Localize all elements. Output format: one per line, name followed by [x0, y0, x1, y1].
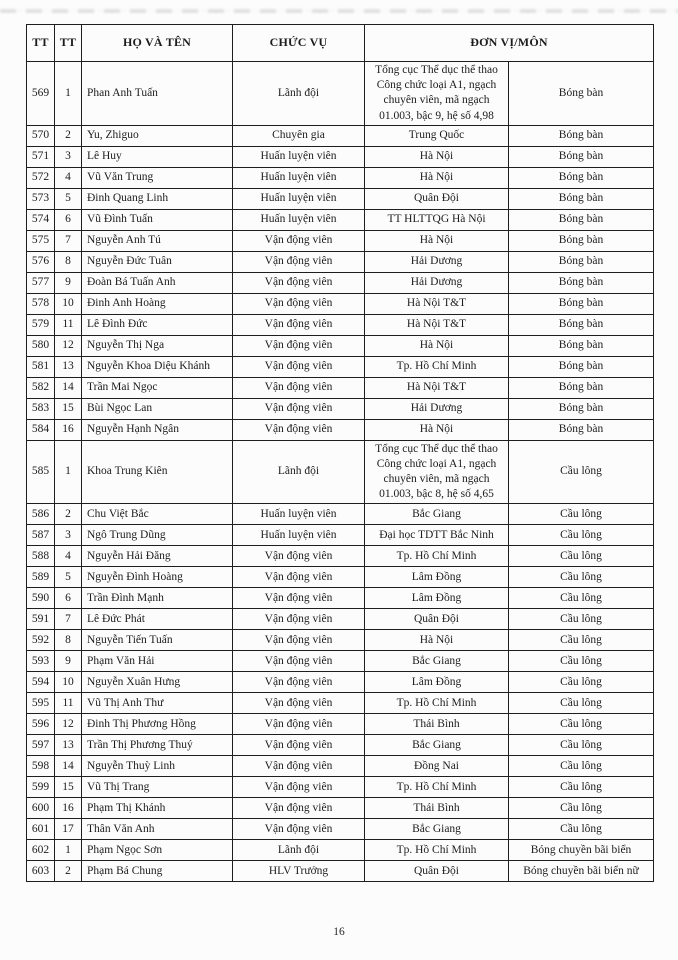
cell-name: Nguyễn Thị Nga: [82, 335, 233, 356]
cell-tt: 574: [27, 209, 55, 230]
cell-unit: Hà Nội: [365, 419, 509, 440]
cell-no: 8: [55, 630, 82, 651]
cell-unit: Hà Nội T&T: [365, 293, 509, 314]
cell-tt: 595: [27, 693, 55, 714]
cell-no: 6: [55, 209, 82, 230]
table-row: [27, 651, 654, 672]
cell-unit: Lâm Đồng: [365, 588, 509, 609]
table-row: [27, 251, 654, 272]
table-row: [27, 293, 654, 314]
cell-tt: 594: [27, 672, 55, 693]
table-row: [27, 314, 654, 335]
cell-tt: 581: [27, 356, 55, 377]
cell-sport: Cầu lông: [509, 567, 654, 588]
cell-unit: Tp. Hồ Chí Minh: [365, 840, 509, 861]
cell-name: Đinh Anh Hoàng: [82, 293, 233, 314]
cell-name: Yu, Zhiguo: [82, 125, 233, 146]
cell-tt: 573: [27, 188, 55, 209]
table-row: [27, 419, 654, 440]
cell-no: 6: [55, 588, 82, 609]
table-row: [27, 62, 654, 126]
cell-no: 14: [55, 377, 82, 398]
cell-name: Nguyễn Hải Đăng: [82, 546, 233, 567]
cell-role: Vận động viên: [233, 777, 365, 798]
cell-role: Vận động viên: [233, 630, 365, 651]
cell-name: Trần Đình Mạnh: [82, 588, 233, 609]
cell-tt: 578: [27, 293, 55, 314]
table-row: [27, 167, 654, 188]
cell-no: 2: [55, 504, 82, 525]
cell-name: Phạm Ngọc Sơn: [82, 840, 233, 861]
cell-sport: Cầu lông: [509, 630, 654, 651]
cell-sport: Bóng bàn: [509, 293, 654, 314]
cell-sport: Cầu lông: [509, 798, 654, 819]
cell-role: Lãnh đội: [233, 840, 365, 861]
table-row: [27, 630, 654, 651]
cell-role: HLV Trưởng: [233, 861, 365, 882]
cell-unit: Lâm Đồng: [365, 672, 509, 693]
cell-tt: 589: [27, 567, 55, 588]
table-row: [27, 672, 654, 693]
table-row: [27, 272, 654, 293]
roster-table: [26, 24, 654, 882]
cell-no: 7: [55, 609, 82, 630]
cell-unit: Bắc Giang: [365, 735, 509, 756]
cell-unit: Tp. Hồ Chí Minh: [365, 777, 509, 798]
cell-tt: 586: [27, 504, 55, 525]
cell-tt: 580: [27, 335, 55, 356]
cell-no: 8: [55, 251, 82, 272]
cell-unit: Hà Nội T&T: [365, 377, 509, 398]
cell-no: 1: [55, 440, 82, 504]
cell-role: Vận động viên: [233, 314, 365, 335]
cell-unit: Bắc Giang: [365, 819, 509, 840]
cell-role: Huấn luyện viên: [233, 504, 365, 525]
cell-tt: 577: [27, 272, 55, 293]
table-row: [27, 146, 654, 167]
cell-unit: Trung Quốc: [365, 125, 509, 146]
cell-name: Nguyễn Đức Tuân: [82, 251, 233, 272]
cell-unit: Tổng cục Thể dục thể thao Công chức loại A1, ngạch chuyên viên, mã ngạch 01.003, bậc 8, hệ số 4,65: [365, 440, 509, 504]
cell-role: Vận động viên: [233, 567, 365, 588]
cell-unit: Tp. Hồ Chí Minh: [365, 356, 509, 377]
cell-tt: 603: [27, 861, 55, 882]
cell-unit: Quân Đội: [365, 861, 509, 882]
cell-sport: Bóng bàn: [509, 356, 654, 377]
cell-sport: Bóng bàn: [509, 146, 654, 167]
cell-tt: 590: [27, 588, 55, 609]
cell-unit: Tổng cục Thể dục thể thao Công chức loại A1, ngạch chuyên viên, mã ngạch 01.003, bậc 9, hệ số 4,98: [365, 62, 509, 126]
cell-sport: Bóng bàn: [509, 167, 654, 188]
cell-sport: Bóng bàn: [509, 188, 654, 209]
cell-no: 2: [55, 861, 82, 882]
cell-no: 1: [55, 62, 82, 126]
cell-no: 5: [55, 567, 82, 588]
cell-no: 11: [55, 693, 82, 714]
cell-unit: Quân Đội: [365, 609, 509, 630]
cell-no: 17: [55, 819, 82, 840]
cell-name: Vũ Thị Anh Thư: [82, 693, 233, 714]
cell-unit: Hà Nội: [365, 146, 509, 167]
cell-name: Phạm Bá Chung: [82, 861, 233, 882]
cell-no: 11: [55, 314, 82, 335]
cell-role: Vận động viên: [233, 714, 365, 735]
cell-name: Vũ Đình Tuấn: [82, 209, 233, 230]
cell-tt: 576: [27, 251, 55, 272]
cell-name: Chu Việt Bắc: [82, 504, 233, 525]
cell-unit: Hà Nội: [365, 167, 509, 188]
cell-unit: Hải Dương: [365, 251, 509, 272]
cell-name: Trần Thị Phương Thuý: [82, 735, 233, 756]
table-row: [27, 188, 654, 209]
table-row: [27, 377, 654, 398]
cell-tt: 570: [27, 125, 55, 146]
table-header: [27, 25, 654, 62]
cell-name: Trần Mai Ngọc: [82, 377, 233, 398]
cell-name: Lê Đức Phát: [82, 609, 233, 630]
table-row: [27, 693, 654, 714]
cell-sport: Cầu lông: [509, 504, 654, 525]
cell-sport: Cầu lông: [509, 693, 654, 714]
table-row: [27, 861, 654, 882]
cell-sport: Bóng bàn: [509, 230, 654, 251]
cell-tt: 572: [27, 167, 55, 188]
cell-tt: 599: [27, 777, 55, 798]
cell-tt: 585: [27, 440, 55, 504]
cell-tt: 583: [27, 398, 55, 419]
table-row: [27, 335, 654, 356]
cell-name: Thân Văn Anh: [82, 819, 233, 840]
cell-name: Nguyễn Anh Tú: [82, 230, 233, 251]
cell-sport: Cầu lông: [509, 440, 654, 504]
cell-unit: Hải Dương: [365, 272, 509, 293]
cell-role: Vận động viên: [233, 588, 365, 609]
table-row: [27, 798, 654, 819]
cell-tt: 602: [27, 840, 55, 861]
cell-name: Phạm Thị Khánh: [82, 798, 233, 819]
table-row: [27, 735, 654, 756]
cell-name: Vũ Văn Trung: [82, 167, 233, 188]
cell-sport: Bóng bàn: [509, 125, 654, 146]
cell-role: Vận động viên: [233, 672, 365, 693]
table-row: [27, 777, 654, 798]
cell-tt: 584: [27, 419, 55, 440]
cell-role: Lãnh đội: [233, 440, 365, 504]
table-body: [27, 62, 654, 882]
cell-role: Vận động viên: [233, 609, 365, 630]
cell-role: Vận động viên: [233, 756, 365, 777]
table-row: [27, 609, 654, 630]
cell-role: Huấn luyện viên: [233, 146, 365, 167]
table-row: [27, 230, 654, 251]
cell-sport: Bóng bàn: [509, 335, 654, 356]
cell-role: Lãnh đội: [233, 62, 365, 126]
cell-sport: Bóng bàn: [509, 209, 654, 230]
cell-no: 4: [55, 167, 82, 188]
cell-tt: 569: [27, 62, 55, 126]
header-cell-role: CHỨC VỤ: [233, 25, 365, 62]
cell-name: Nguyễn Thuỳ Linh: [82, 756, 233, 777]
cell-sport: Bóng chuyền bãi biển nữ: [509, 861, 654, 882]
cell-unit: TT HLTTQG Hà Nội: [365, 209, 509, 230]
cell-sport: Bóng bàn: [509, 251, 654, 272]
cell-name: Đoàn Bá Tuấn Anh: [82, 272, 233, 293]
cell-unit: Thái Bình: [365, 714, 509, 735]
cell-name: Đinh Quang Linh: [82, 188, 233, 209]
cell-tt: 591: [27, 609, 55, 630]
cell-tt: 593: [27, 651, 55, 672]
table-row: [27, 398, 654, 419]
cell-unit: Hà Nội T&T: [365, 314, 509, 335]
cell-unit: Đại học TDTT Bắc Ninh: [365, 525, 509, 546]
cell-sport: Cầu lông: [509, 525, 654, 546]
cell-sport: Bóng chuyền bãi biển: [509, 840, 654, 861]
cell-role: Vận động viên: [233, 293, 365, 314]
cell-name: Khoa Trung Kiên: [82, 440, 233, 504]
cell-name: Ngô Trung Dũng: [82, 525, 233, 546]
cell-tt: 579: [27, 314, 55, 335]
cell-no: 3: [55, 146, 82, 167]
cell-role: Vận động viên: [233, 272, 365, 293]
cell-role: Vận động viên: [233, 735, 365, 756]
header-row: [27, 25, 654, 62]
cell-name: Phạm Văn Hải: [82, 651, 233, 672]
cell-sport: Cầu lông: [509, 819, 654, 840]
cell-unit: Bắc Giang: [365, 504, 509, 525]
cell-tt: 597: [27, 735, 55, 756]
cell-role: Vận động viên: [233, 398, 365, 419]
cell-sport: Cầu lông: [509, 588, 654, 609]
table-row: [27, 714, 654, 735]
cell-tt: 588: [27, 546, 55, 567]
cell-no: 15: [55, 777, 82, 798]
header-cell-unit-sport: ĐƠN VỊ/MÔN: [365, 25, 654, 62]
cell-no: 15: [55, 398, 82, 419]
cell-sport: Bóng bàn: [509, 398, 654, 419]
table-row: [27, 840, 654, 861]
cell-tt: 587: [27, 525, 55, 546]
cell-no: 9: [55, 272, 82, 293]
cell-sport: Cầu lông: [509, 651, 654, 672]
cell-role: Huấn luyện viên: [233, 188, 365, 209]
cell-tt: 582: [27, 377, 55, 398]
cell-unit: Thái Bình: [365, 798, 509, 819]
table-row: [27, 525, 654, 546]
cell-name: Lê Đình Đức: [82, 314, 233, 335]
cell-role: Huấn luyện viên: [233, 167, 365, 188]
cell-tt: 571: [27, 146, 55, 167]
cell-role: Vận động viên: [233, 651, 365, 672]
table-row: [27, 356, 654, 377]
cell-name: Phan Anh Tuấn: [82, 62, 233, 126]
cell-role: Vận động viên: [233, 251, 365, 272]
cell-no: 13: [55, 356, 82, 377]
cell-sport: Cầu lông: [509, 735, 654, 756]
cell-name: Nguyễn Xuân Hưng: [82, 672, 233, 693]
cell-sport: Cầu lông: [509, 672, 654, 693]
cell-no: 9: [55, 651, 82, 672]
cell-sport: Bóng bàn: [509, 377, 654, 398]
page-number: 16: [333, 926, 345, 938]
cell-sport: Bóng bàn: [509, 62, 654, 126]
table-row: [27, 588, 654, 609]
table-row: [27, 125, 654, 146]
cell-tt: 600: [27, 798, 55, 819]
cell-role: Vận động viên: [233, 819, 365, 840]
cell-role: Vận động viên: [233, 377, 365, 398]
cell-role: Vận động viên: [233, 356, 365, 377]
scan-artifact-line: [0, 9, 678, 13]
cell-no: 13: [55, 735, 82, 756]
cell-unit: Hà Nội: [365, 630, 509, 651]
cell-unit: Hà Nội: [365, 335, 509, 356]
cell-no: 16: [55, 419, 82, 440]
cell-unit: Đồng Nai: [365, 756, 509, 777]
cell-no: 5: [55, 188, 82, 209]
cell-no: 14: [55, 756, 82, 777]
cell-tt: 592: [27, 630, 55, 651]
cell-tt: 598: [27, 756, 55, 777]
cell-role: Vận động viên: [233, 693, 365, 714]
table-row: [27, 504, 654, 525]
cell-role: Vận động viên: [233, 230, 365, 251]
cell-sport: Bóng bàn: [509, 314, 654, 335]
cell-sport: Cầu lông: [509, 714, 654, 735]
cell-role: Vận động viên: [233, 546, 365, 567]
cell-unit: Lâm Đồng: [365, 567, 509, 588]
cell-role: Huấn luyện viên: [233, 209, 365, 230]
cell-tt: 575: [27, 230, 55, 251]
cell-sport: Cầu lông: [509, 546, 654, 567]
cell-unit: Tp. Hồ Chí Minh: [365, 546, 509, 567]
cell-no: 16: [55, 798, 82, 819]
cell-sport: Bóng bàn: [509, 272, 654, 293]
cell-name: Nguyễn Đình Hoàng: [82, 567, 233, 588]
cell-tt: 596: [27, 714, 55, 735]
cell-no: 12: [55, 335, 82, 356]
cell-unit: Hải Dương: [365, 398, 509, 419]
cell-role: Vận động viên: [233, 335, 365, 356]
cell-name: Lê Huy: [82, 146, 233, 167]
cell-no: 3: [55, 525, 82, 546]
cell-sport: Bóng bàn: [509, 419, 654, 440]
cell-unit: Quân Đội: [365, 188, 509, 209]
cell-tt: 601: [27, 819, 55, 840]
cell-unit: Tp. Hồ Chí Minh: [365, 693, 509, 714]
cell-sport: Cầu lông: [509, 609, 654, 630]
cell-name: Vũ Thị Trang: [82, 777, 233, 798]
table-row: [27, 440, 654, 504]
cell-name: Bùi Ngọc Lan: [82, 398, 233, 419]
header-cell-tt1: TT: [27, 25, 55, 62]
cell-no: 10: [55, 672, 82, 693]
cell-unit: Hà Nội: [365, 230, 509, 251]
cell-name: Đinh Thị Phương Hồng: [82, 714, 233, 735]
cell-no: 12: [55, 714, 82, 735]
table-row: [27, 546, 654, 567]
cell-no: 1: [55, 840, 82, 861]
table-row: [27, 209, 654, 230]
cell-name: Nguyễn Khoa Diệu Khánh: [82, 356, 233, 377]
cell-unit: Bắc Giang: [365, 651, 509, 672]
cell-no: 10: [55, 293, 82, 314]
header-cell-tt2: TT: [55, 25, 82, 62]
cell-no: 7: [55, 230, 82, 251]
cell-sport: Cầu lông: [509, 756, 654, 777]
table-row: [27, 819, 654, 840]
cell-role: Huấn luyện viên: [233, 525, 365, 546]
cell-role: Chuyên gia: [233, 125, 365, 146]
table-row: [27, 756, 654, 777]
cell-role: Vận động viên: [233, 419, 365, 440]
cell-no: 4: [55, 546, 82, 567]
header-cell-name: HỌ VÀ TÊN: [82, 25, 233, 62]
cell-name: Nguyễn Tiến Tuấn: [82, 630, 233, 651]
cell-no: 2: [55, 125, 82, 146]
table-row: [27, 567, 654, 588]
cell-name: Nguyễn Hạnh Ngân: [82, 419, 233, 440]
cell-sport: Cầu lông: [509, 777, 654, 798]
cell-role: Vận động viên: [233, 798, 365, 819]
